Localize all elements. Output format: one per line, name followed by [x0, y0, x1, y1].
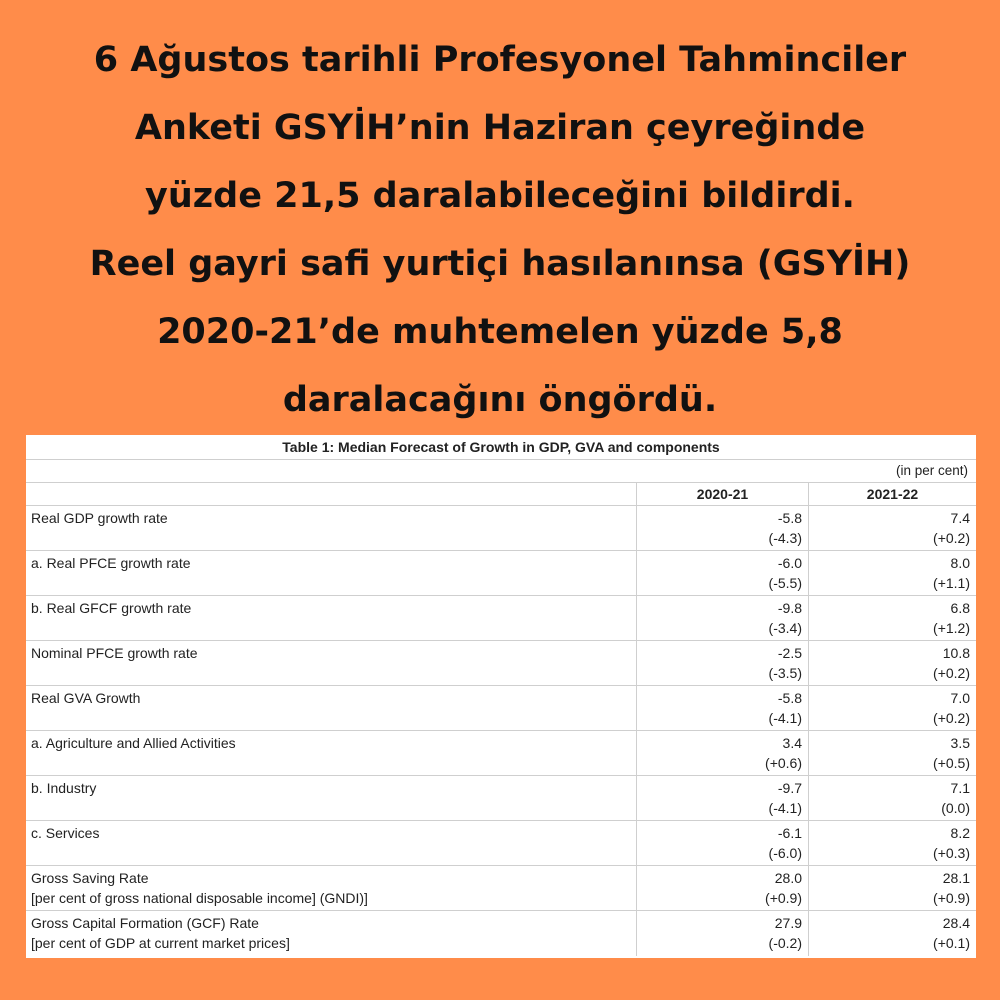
revision-value: (+0.3) — [933, 845, 970, 861]
headline-line: Anketi GSYİH’nin Haziran çeyreğinde — [134, 108, 866, 148]
revision-value: (+0.6) — [765, 755, 802, 771]
forecast-value: 7.0 — [950, 690, 970, 706]
revision-value: (-5.5) — [768, 575, 802, 591]
table-row — [26, 821, 976, 866]
revision-value: (+0.1) — [933, 935, 970, 951]
header-year-2020-21: 2020-21 — [636, 483, 808, 505]
value-cell-2020-21 — [636, 866, 808, 910]
table-row — [26, 686, 976, 731]
row-label: Gross Capital Formation (GCF) Rate — [31, 915, 259, 931]
table-body — [26, 506, 976, 956]
table-title: Table 1: Median Forecast of Growth in GDP, GVA and components — [26, 435, 976, 460]
revision-value: (-6.0) — [768, 845, 802, 861]
table-unit: (in per cent) — [26, 460, 976, 483]
table-row — [26, 551, 976, 596]
forecast-value: 10.8 — [942, 645, 970, 661]
table-row — [26, 641, 976, 686]
revision-value: (+0.2) — [933, 665, 970, 681]
header-year-2021-22: 2021-22 — [808, 483, 976, 505]
revision-value: (0.0) — [941, 800, 970, 816]
row-label-cell — [26, 821, 636, 865]
revision-value: (-4.1) — [768, 710, 802, 726]
revision-value: (-0.2) — [768, 935, 802, 951]
value-cell-2021-22 — [808, 776, 976, 820]
headline-line: 6 Ağustos tarihli Profesyonel Tahminciler — [93, 40, 907, 80]
forecast-value: 27.9 — [774, 915, 802, 931]
revision-value: (-3.4) — [768, 620, 802, 636]
row-label-cell — [26, 731, 636, 775]
revision-value: (-4.1) — [768, 800, 802, 816]
headline — [20, 26, 980, 434]
value-cell-2021-22 — [808, 641, 976, 685]
row-label-cell — [26, 776, 636, 820]
row-label-cell — [26, 506, 636, 550]
row-label: a. Real PFCE growth rate — [31, 555, 191, 571]
forecast-value: 28.1 — [942, 870, 970, 886]
forecast-value: 28.4 — [942, 915, 970, 931]
value-cell-2020-21 — [636, 776, 808, 820]
value-cell-2020-21 — [636, 596, 808, 640]
row-sublabel: [per cent of gross national disposable income] (GNDI)] — [31, 890, 368, 906]
value-cell-2020-21 — [636, 911, 808, 956]
forecast-value: -5.8 — [777, 510, 802, 526]
value-cell-2020-21 — [636, 506, 808, 550]
forecast-value: 6.8 — [950, 600, 970, 616]
value-cell-2020-21 — [636, 551, 808, 595]
table-row — [26, 596, 976, 641]
revision-value: (+0.9) — [765, 890, 802, 906]
row-label-cell — [26, 911, 636, 956]
header-label-cell — [26, 483, 636, 505]
row-label: c. Services — [31, 825, 100, 841]
revision-value: (+0.9) — [933, 890, 970, 906]
forecast-value: -9.8 — [777, 600, 802, 616]
forecast-value: -5.8 — [777, 690, 802, 706]
forecast-value: -2.5 — [777, 645, 802, 661]
table-row — [26, 731, 976, 776]
forecast-value: 7.1 — [950, 780, 970, 796]
forecast-value: 3.5 — [950, 735, 970, 751]
table-row — [26, 776, 976, 821]
value-cell-2020-21 — [636, 731, 808, 775]
value-cell-2020-21 — [636, 686, 808, 730]
headline-line: Reel gayri safi yurtiçi hasılanınsa (GSYİH) — [89, 244, 911, 284]
value-cell-2021-22 — [808, 821, 976, 865]
revision-value: (+1.1) — [933, 575, 970, 591]
forecast-value: -6.0 — [777, 555, 802, 571]
headline-line: 2020-21’de muhtemelen yüzde 5,8 — [157, 312, 843, 352]
row-label-cell — [26, 551, 636, 595]
revision-value: (+0.2) — [933, 710, 970, 726]
row-label-cell — [26, 596, 636, 640]
revision-value: (-4.3) — [768, 530, 802, 546]
table-row — [26, 911, 976, 956]
row-label-cell — [26, 866, 636, 910]
value-cell-2021-22 — [808, 731, 976, 775]
table-row — [26, 506, 976, 551]
headline-line: daralacağını öngördü. — [282, 380, 718, 420]
revision-value: (+0.5) — [933, 755, 970, 771]
row-label-cell — [26, 641, 636, 685]
revision-value: (-3.5) — [768, 665, 802, 681]
value-cell-2020-21 — [636, 821, 808, 865]
row-label: Nominal PFCE growth rate — [31, 645, 198, 661]
value-cell-2021-22 — [808, 506, 976, 550]
row-label: Gross Saving Rate — [31, 870, 149, 886]
forecast-value: 8.2 — [950, 825, 970, 841]
row-label-cell — [26, 686, 636, 730]
row-label: a. Agriculture and Allied Activities — [31, 735, 236, 751]
value-cell-2021-22 — [808, 551, 976, 595]
value-cell-2020-21 — [636, 641, 808, 685]
value-cell-2021-22 — [808, 911, 976, 956]
forecast-value: -9.7 — [777, 780, 802, 796]
forecast-value: 7.4 — [950, 510, 970, 526]
revision-value: (+1.2) — [933, 620, 970, 636]
forecast-value: 3.4 — [782, 735, 802, 751]
row-label: b. Real GFCF growth rate — [31, 600, 192, 616]
row-label: Real GVA Growth — [31, 690, 141, 706]
revision-value: (+0.2) — [933, 530, 970, 546]
value-cell-2021-22 — [808, 596, 976, 640]
row-sublabel: [per cent of GDP at current market prices] — [31, 935, 290, 951]
value-cell-2021-22 — [808, 686, 976, 730]
forecast-table — [26, 435, 976, 958]
table-row — [26, 866, 976, 911]
headline-line: yüzde 21,5 daralabileceğini bildirdi. — [145, 176, 855, 216]
row-label: Real GDP growth rate — [31, 510, 168, 526]
forecast-value: 8.0 — [950, 555, 970, 571]
table-header-row — [26, 483, 976, 506]
row-label: b. Industry — [31, 780, 97, 796]
value-cell-2021-22 — [808, 866, 976, 910]
forecast-value: -6.1 — [777, 825, 802, 841]
forecast-value: 28.0 — [774, 870, 802, 886]
